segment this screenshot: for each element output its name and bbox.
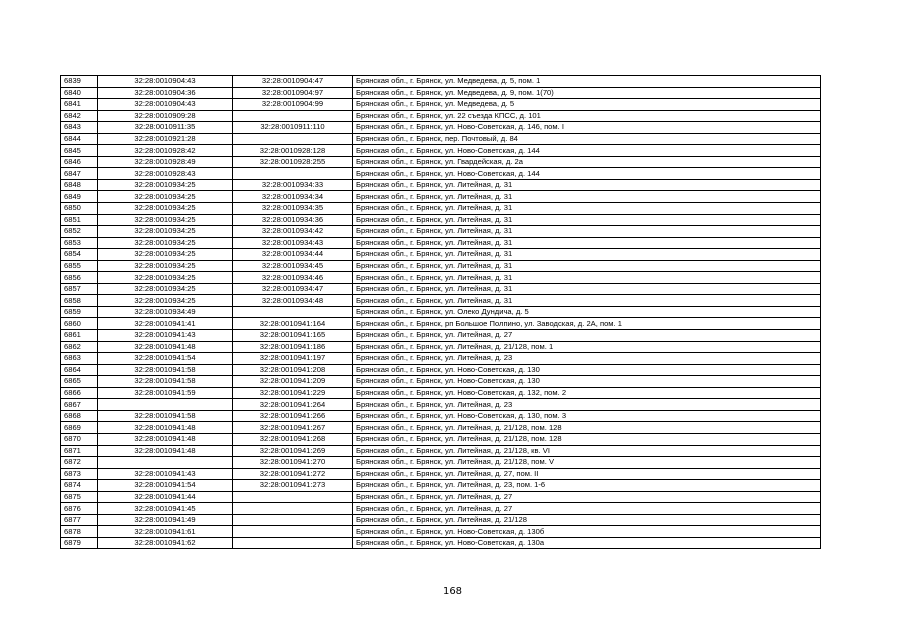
land-cadastral-number-cell: 32:28:0010934:25 xyxy=(98,179,233,191)
table-row xyxy=(61,283,821,295)
row-number-cell: 6850 xyxy=(61,203,98,215)
row-number-cell: 6862 xyxy=(61,341,98,353)
land-cadastral-number-cell: 32:28:0010904:36 xyxy=(98,87,233,99)
row-number-cell: 6844 xyxy=(61,133,98,145)
row-number-cell: 6847 xyxy=(61,168,98,180)
address-cell: Брянская обл., г. Брянск, ул. Литейная, д. 31 xyxy=(353,260,821,272)
object-cadastral-number-cell: 32:28:0010934:43 xyxy=(233,237,353,249)
table-row xyxy=(61,318,821,330)
table-row xyxy=(61,110,821,122)
row-number-cell: 6860 xyxy=(61,318,98,330)
cadastral-table xyxy=(60,75,821,549)
row-number-cell: 6853 xyxy=(61,237,98,249)
land-cadastral-number-cell: 32:28:0010941:62 xyxy=(98,537,233,549)
table-row xyxy=(61,156,821,168)
row-number-cell: 6845 xyxy=(61,145,98,157)
land-cadastral-number-cell: 32:28:0010941:45 xyxy=(98,503,233,515)
object-cadastral-number-cell: 32:28:0010941:273 xyxy=(233,480,353,492)
row-number-cell: 6839 xyxy=(61,76,98,88)
row-number-cell: 6840 xyxy=(61,87,98,99)
table-row xyxy=(61,399,821,411)
table-row xyxy=(61,526,821,538)
object-cadastral-number-cell: 32:28:0010934:44 xyxy=(233,249,353,261)
object-cadastral-number-cell xyxy=(233,503,353,515)
land-cadastral-number-cell: 32:28:0010941:48 xyxy=(98,433,233,445)
address-cell: Брянская обл., г. Брянск, ул. Литейная, д. 31 xyxy=(353,179,821,191)
land-cadastral-number-cell: 32:28:0010941:58 xyxy=(98,364,233,376)
address-cell: Брянская обл., г. Брянск, ул. Ново-Советская, д. 130 xyxy=(353,376,821,388)
land-cadastral-number-cell: 32:28:0010934:25 xyxy=(98,203,233,215)
object-cadastral-number-cell xyxy=(233,537,353,549)
address-cell: Брянская обл., г. Брянск, ул. Литейная, д. 23, пом. 1-6 xyxy=(353,480,821,492)
object-cadastral-number-cell: 32:28:0010904:47 xyxy=(233,76,353,88)
table-row xyxy=(61,433,821,445)
land-cadastral-number-cell: 32:28:0010941:44 xyxy=(98,491,233,503)
address-cell: Брянская обл., г. Брянск, ул. Ново-Советская, д. 130 xyxy=(353,364,821,376)
row-number-cell: 6870 xyxy=(61,433,98,445)
object-cadastral-number-cell xyxy=(233,133,353,145)
table-row xyxy=(61,76,821,88)
table-row xyxy=(61,237,821,249)
land-cadastral-number-cell: 32:28:0010928:49 xyxy=(98,156,233,168)
land-cadastral-number-cell xyxy=(98,399,233,411)
object-cadastral-number-cell: 32:28:0010941:209 xyxy=(233,376,353,388)
row-number-cell: 6875 xyxy=(61,491,98,503)
object-cadastral-number-cell: 32:28:0010934:33 xyxy=(233,179,353,191)
land-cadastral-number-cell: 32:28:0010941:59 xyxy=(98,387,233,399)
land-cadastral-number-cell: 32:28:0010941:48 xyxy=(98,341,233,353)
table-row xyxy=(61,330,821,342)
land-cadastral-number-cell: 32:28:0010921:28 xyxy=(98,133,233,145)
table-row xyxy=(61,514,821,526)
object-cadastral-number-cell: 32:28:0010941:272 xyxy=(233,468,353,480)
table-row xyxy=(61,145,821,157)
table-row xyxy=(61,491,821,503)
address-cell: Брянская обл., г. Брянск, ул. Литейная, д. 21/128, пом. 1 xyxy=(353,341,821,353)
row-number-cell: 6859 xyxy=(61,306,98,318)
object-cadastral-number-cell: 32:28:0010941:165 xyxy=(233,330,353,342)
object-cadastral-number-cell: 32:28:0010911:110 xyxy=(233,122,353,134)
land-cadastral-number-cell: 32:28:0010904:43 xyxy=(98,76,233,88)
object-cadastral-number-cell: 32:28:0010904:97 xyxy=(233,87,353,99)
object-cadastral-number-cell: 32:28:0010941:268 xyxy=(233,433,353,445)
table-row xyxy=(61,214,821,226)
address-cell: Брянская обл., г. Брянск, ул. Литейная, д. 21/128, пом. V xyxy=(353,457,821,469)
land-cadastral-number-cell: 32:28:0010904:43 xyxy=(98,99,233,111)
address-cell: Брянская обл., г. Брянск, ул. Ново-Советская, д. 130, пом. 3 xyxy=(353,410,821,422)
object-cadastral-number-cell xyxy=(233,491,353,503)
table-row xyxy=(61,353,821,365)
row-number-cell: 6852 xyxy=(61,226,98,238)
table-row xyxy=(61,249,821,261)
table-row xyxy=(61,87,821,99)
table-row xyxy=(61,468,821,480)
object-cadastral-number-cell: 32:28:0010941:229 xyxy=(233,387,353,399)
land-cadastral-number-cell: 32:28:0010941:54 xyxy=(98,353,233,365)
land-cadastral-number-cell: 32:28:0010941:61 xyxy=(98,526,233,538)
table-row xyxy=(61,191,821,203)
table-row xyxy=(61,272,821,284)
object-cadastral-number-cell: 32:28:0010934:34 xyxy=(233,191,353,203)
row-number-cell: 6872 xyxy=(61,457,98,469)
object-cadastral-number-cell: 32:28:0010941:186 xyxy=(233,341,353,353)
object-cadastral-number-cell xyxy=(233,514,353,526)
row-number-cell: 6863 xyxy=(61,353,98,365)
row-number-cell: 6855 xyxy=(61,260,98,272)
row-number-cell: 6842 xyxy=(61,110,98,122)
land-cadastral-number-cell: 32:28:0010934:25 xyxy=(98,249,233,261)
table-row xyxy=(61,445,821,457)
land-cadastral-number-cell: 32:28:0010934:25 xyxy=(98,214,233,226)
table-row xyxy=(61,503,821,515)
address-cell: Брянская обл., г. Брянск, ул. Ново-Советская, д. 130б xyxy=(353,526,821,538)
address-cell: Брянская обл., г. Брянск, рп Большое Полпино, ул. Заводская, д. 2А, пом. 1 xyxy=(353,318,821,330)
address-cell: Брянская обл., г. Брянск, ул. Литейная, д. 31 xyxy=(353,214,821,226)
table-row xyxy=(61,376,821,388)
land-cadastral-number-cell: 32:28:0010909:28 xyxy=(98,110,233,122)
address-cell: Брянская обл., г. Брянск, ул. Литейная, д. 21/128, пом. 128 xyxy=(353,433,821,445)
object-cadastral-number-cell xyxy=(233,110,353,122)
object-cadastral-number-cell: 32:28:0010941:269 xyxy=(233,445,353,457)
row-number-cell: 6876 xyxy=(61,503,98,515)
address-cell: Брянская обл., г. Брянск, ул. Литейная, д. 23 xyxy=(353,353,821,365)
table-row xyxy=(61,480,821,492)
row-number-cell: 6848 xyxy=(61,179,98,191)
address-cell: Брянская обл., г. Брянск, ул. Литейная, д. 27 xyxy=(353,503,821,515)
row-number-cell: 6865 xyxy=(61,376,98,388)
table-row xyxy=(61,203,821,215)
land-cadastral-number-cell: 32:28:0010934:25 xyxy=(98,237,233,249)
address-cell: Брянская обл., г. Брянск, ул. Литейная, д. 31 xyxy=(353,191,821,203)
row-number-cell: 6858 xyxy=(61,295,98,307)
land-cadastral-number-cell: 32:28:0010941:48 xyxy=(98,445,233,457)
address-cell: Брянская обл., г. Брянск, ул. Литейная, д. 21/128, кв. VI xyxy=(353,445,821,457)
row-number-cell: 6849 xyxy=(61,191,98,203)
row-number-cell: 6877 xyxy=(61,514,98,526)
row-number-cell: 6866 xyxy=(61,387,98,399)
table-row xyxy=(61,537,821,549)
object-cadastral-number-cell: 32:28:0010934:42 xyxy=(233,226,353,238)
land-cadastral-number-cell: 32:28:0010941:48 xyxy=(98,422,233,434)
land-cadastral-number-cell: 32:28:0010941:43 xyxy=(98,468,233,480)
row-number-cell: 6878 xyxy=(61,526,98,538)
land-cadastral-number-cell: 32:28:0010911:35 xyxy=(98,122,233,134)
address-cell: Брянская обл., г. Брянск, ул. Литейная, д. 27 xyxy=(353,491,821,503)
row-number-cell: 6856 xyxy=(61,272,98,284)
land-cadastral-number-cell: 32:28:0010934:25 xyxy=(98,260,233,272)
address-cell: Брянская обл., г. Брянск, ул. Литейная, д. 21/128 xyxy=(353,514,821,526)
land-cadastral-number-cell: 32:28:0010934:49 xyxy=(98,306,233,318)
land-cadastral-number-cell: 32:28:0010941:54 xyxy=(98,480,233,492)
object-cadastral-number-cell: 32:28:0010904:99 xyxy=(233,99,353,111)
table-body xyxy=(61,76,821,549)
table-row xyxy=(61,341,821,353)
object-cadastral-number-cell: 32:28:0010934:48 xyxy=(233,295,353,307)
address-cell: Брянская обл., г. Брянск, ул. Ново-Советская, д. 130а xyxy=(353,537,821,549)
object-cadastral-number-cell: 32:28:0010934:46 xyxy=(233,272,353,284)
object-cadastral-number-cell xyxy=(233,306,353,318)
row-number-cell: 6867 xyxy=(61,399,98,411)
land-cadastral-number-cell: 32:28:0010941:58 xyxy=(98,410,233,422)
address-cell: Брянская обл., г. Брянск, ул. Ново-Советская, д. 144 xyxy=(353,168,821,180)
row-number-cell: 6851 xyxy=(61,214,98,226)
row-number-cell: 6864 xyxy=(61,364,98,376)
table-row xyxy=(61,364,821,376)
row-number-cell: 6843 xyxy=(61,122,98,134)
object-cadastral-number-cell: 32:28:0010941:264 xyxy=(233,399,353,411)
land-cadastral-number-cell: 32:28:0010941:41 xyxy=(98,318,233,330)
table-row xyxy=(61,295,821,307)
land-cadastral-number-cell: 32:28:0010934:25 xyxy=(98,191,233,203)
address-cell: Брянская обл., г. Брянск, ул. Медведева, д. 5 xyxy=(353,99,821,111)
table-row xyxy=(61,306,821,318)
land-cadastral-number-cell: 32:28:0010934:25 xyxy=(98,295,233,307)
address-cell: Брянская обл., г. Брянск, пер. Почтовый, д. 84 xyxy=(353,133,821,145)
address-cell: Брянская обл., г. Брянск, ул. Литейная, д. 31 xyxy=(353,237,821,249)
land-cadastral-number-cell: 32:28:0010934:25 xyxy=(98,272,233,284)
row-number-cell: 6874 xyxy=(61,480,98,492)
address-cell: Брянская обл., г. Брянск, ул. Ново-Советская, д. 146, пом. I xyxy=(353,122,821,134)
land-cadastral-number-cell: 32:28:0010934:25 xyxy=(98,226,233,238)
land-cadastral-number-cell: 32:28:0010941:58 xyxy=(98,376,233,388)
address-cell: Брянская обл., г. Брянск, ул. Медведева, д. 9, пом. 1(70) xyxy=(353,87,821,99)
page-number: 168 xyxy=(442,586,463,597)
row-number-cell: 6879 xyxy=(61,537,98,549)
row-number-cell: 6869 xyxy=(61,422,98,434)
table-row xyxy=(61,457,821,469)
object-cadastral-number-cell: 32:28:0010934:45 xyxy=(233,260,353,272)
land-cadastral-number-cell: 32:28:0010934:25 xyxy=(98,283,233,295)
land-cadastral-number-cell xyxy=(98,457,233,469)
row-number-cell: 6846 xyxy=(61,156,98,168)
object-cadastral-number-cell: 32:28:0010941:270 xyxy=(233,457,353,469)
land-cadastral-number-cell: 32:28:0010928:42 xyxy=(98,145,233,157)
object-cadastral-number-cell: 32:28:0010941:164 xyxy=(233,318,353,330)
row-number-cell: 6841 xyxy=(61,99,98,111)
row-number-cell: 6857 xyxy=(61,283,98,295)
object-cadastral-number-cell: 32:28:0010941:208 xyxy=(233,364,353,376)
address-cell: Брянская обл., г. Брянск, ул. Литейная, д. 31 xyxy=(353,272,821,284)
row-number-cell: 6871 xyxy=(61,445,98,457)
table-row xyxy=(61,226,821,238)
table-row xyxy=(61,422,821,434)
table-row xyxy=(61,122,821,134)
address-cell: Брянская обл., г. Брянск, ул. Литейная, д. 31 xyxy=(353,295,821,307)
row-number-cell: 6861 xyxy=(61,330,98,342)
object-cadastral-number-cell: 32:28:0010928:128 xyxy=(233,145,353,157)
object-cadastral-number-cell: 32:28:0010934:35 xyxy=(233,203,353,215)
address-cell: Брянская обл., г. Брянск, ул. Литейная, д. 31 xyxy=(353,283,821,295)
address-cell: Брянская обл., г. Брянск, ул. Медведева, д. 5, пом. 1 xyxy=(353,76,821,88)
object-cadastral-number-cell: 32:28:0010928:255 xyxy=(233,156,353,168)
row-number-cell: 6873 xyxy=(61,468,98,480)
table-row xyxy=(61,260,821,272)
table-row xyxy=(61,387,821,399)
table-row xyxy=(61,179,821,191)
land-cadastral-number-cell: 32:28:0010941:43 xyxy=(98,330,233,342)
table-row xyxy=(61,99,821,111)
address-cell: Брянская обл., г. Брянск, ул. Литейная, д. 31 xyxy=(353,249,821,261)
address-cell: Брянская обл., г. Брянск, ул. Олеко Дундича, д. 5 xyxy=(353,306,821,318)
address-cell: Брянская обл., г. Брянск, ул. Литейная, д. 23 xyxy=(353,399,821,411)
object-cadastral-number-cell: 32:28:0010941:266 xyxy=(233,410,353,422)
address-cell: Брянская обл., г. Брянск, ул. Ново-Советская, д. 144 xyxy=(353,145,821,157)
object-cadastral-number-cell: 32:28:0010941:197 xyxy=(233,353,353,365)
table-row xyxy=(61,168,821,180)
land-cadastral-number-cell: 32:28:0010928:43 xyxy=(98,168,233,180)
address-cell: Брянская обл., г. Брянск, ул. Ново-Советская, д. 132, пом. 2 xyxy=(353,387,821,399)
object-cadastral-number-cell: 32:28:0010934:36 xyxy=(233,214,353,226)
row-number-cell: 6868 xyxy=(61,410,98,422)
row-number-cell: 6854 xyxy=(61,249,98,261)
address-cell: Брянская обл., г. Брянск, ул. Литейная, д. 27, пом. II xyxy=(353,468,821,480)
object-cadastral-number-cell xyxy=(233,526,353,538)
object-cadastral-number-cell xyxy=(233,168,353,180)
address-cell: Брянская обл., г. Брянск, ул. Литейная, д. 21/128, пом. 128 xyxy=(353,422,821,434)
address-cell: Брянская обл., г. Брянск, ул. Гвардейская, д. 2а xyxy=(353,156,821,168)
object-cadastral-number-cell: 32:28:0010934:47 xyxy=(233,283,353,295)
address-cell: Брянская обл., г. Брянск, ул. Литейная, д. 31 xyxy=(353,226,821,238)
land-cadastral-number-cell: 32:28:0010941:49 xyxy=(98,514,233,526)
table-row xyxy=(61,133,821,145)
object-cadastral-number-cell: 32:28:0010941:267 xyxy=(233,422,353,434)
address-cell: Брянская обл., г. Брянск, ул. 22 съезда КПСС, д. 101 xyxy=(353,110,821,122)
address-cell: Брянская обл., г. Брянск, ул. Литейная, д. 31 xyxy=(353,203,821,215)
address-cell: Брянская обл., г. Брянск, ул. Литейная, д. 27 xyxy=(353,330,821,342)
table-row xyxy=(61,410,821,422)
